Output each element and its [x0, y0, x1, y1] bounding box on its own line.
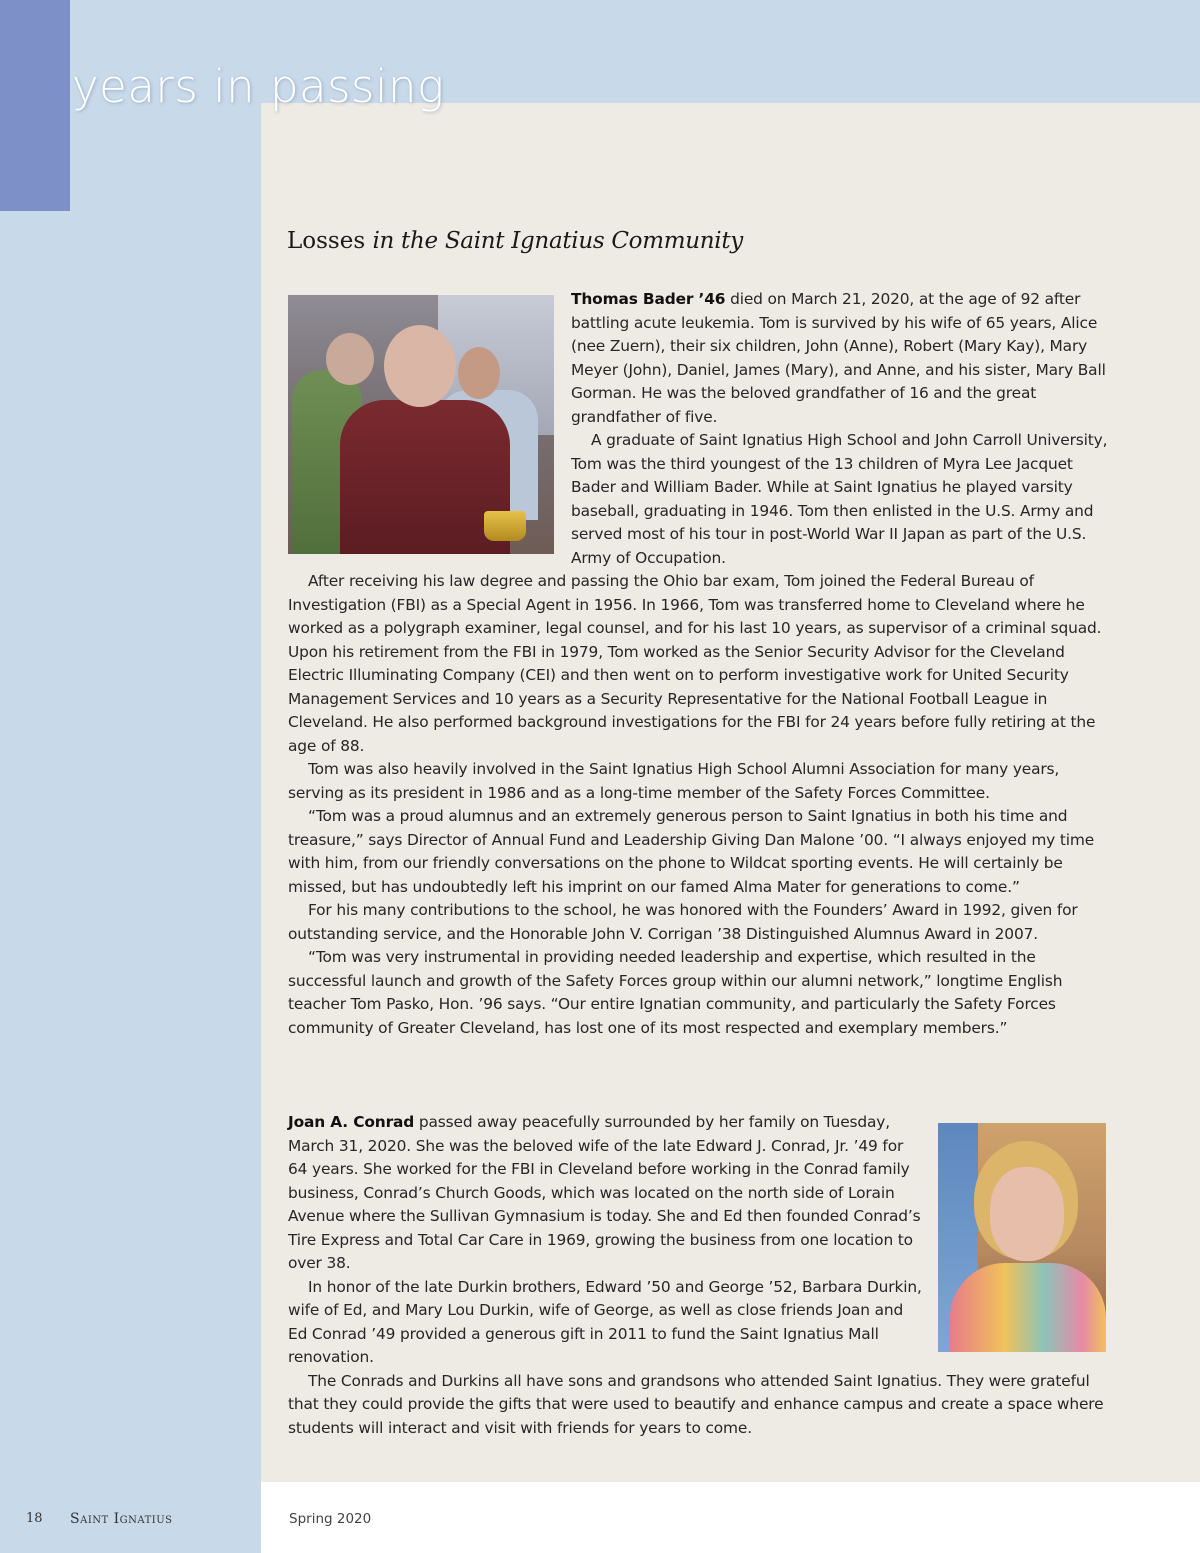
article1-paragraph: For his many contributions to the school, he was honored with the Founders’ Award in 1992, given for outstanding service, and the Honorable John V. Corrigan ’38 Distinguished Alumnus Award in 2007.	[288, 901, 1078, 943]
article2-paragraph: In honor of the late Durkin brothers, Edward ’50 and George ’52, Barbara Durkin, wife of Ed, and Mary Lou Durkin, wife of George, as well as close friends Joan and Ed Conrad ’49 provided a generous gift in 2011 to fund the Saint Ignatius Mall renovation.	[288, 1277, 922, 1366]
article2-paragraph: The Conrads and Durkins all have sons and grandsons who attended Saint Ignatius. They were grateful that they could provide the gifts that were used to beautify and enhance campus and create a space where students will interact and visit with friends for years to come.	[288, 1371, 1104, 1437]
photo-background-head	[458, 347, 500, 399]
article2-name: Joan A. Conrad	[288, 1113, 415, 1131]
obituary-thomas-bader	[288, 288, 1112, 1040]
photo-blouse	[950, 1263, 1106, 1352]
article1-name: Thomas Bader ’46	[571, 290, 726, 308]
article1-paragraph: Tom was also heavily involved in the Saint Ignatius High School Alumni Association for many years, serving as its president in 1986 and as a long-time member of the Safety Forces Committee.	[288, 760, 1060, 802]
page-number: 18	[26, 1511, 43, 1526]
article1-paragraph: A graduate of Saint Ignatius High School and John Carroll University, Tom was the third youngest of the 13 children of Myra Lee Jacquet Bader and William Bader. While at Saint Ignatius he played varsity baseball, graduating in 1946. Tom then enlisted in the U.S. Army and served most of his tour in post-World War II Japan as part of the U.S. Army of Occupation.	[571, 431, 1108, 567]
accent-block	[0, 0, 70, 211]
article1-paragraph: Thomas Bader ’46 died on March 21, 2020, at the age of 92 after battling acute leukemia. Tom is survived by his wife of 65 years, Alice (nee Zuern), their six children, John (Anne), Robert (Mary Kay), Mary Meyer (John), Daniel, James (Mary), and Anne, and his sister, Mary Ball Gorman. He was the beloved grandfather of 16 and the great grandfather of five.	[571, 290, 1106, 426]
photo-face	[990, 1167, 1064, 1261]
article1-paragraph: “Tom was very instrumental in providing needed leadership and expertise, which resulted in the successful launch and growth of the Safety Forces group within our alumni network,” longtime English teacher Tom Pasko, Hon. ’96 says. “Our entire Ignatian community, and particularly the Safety Forces community of Greater Cleveland, has lost one of its most respected and exemplary members.”	[288, 948, 1063, 1037]
photo-chalice	[484, 511, 526, 541]
publication-name: Saint Ignatius	[70, 1511, 173, 1527]
article1-paragraph: After receiving his law degree and passing the Ohio bar exam, Tom joined the Federal Bureau of Investigation (FBI) as a Special Agent in 1956. In 1966, Tom was transferred home to Cleveland where he worked as a polygraph examiner, legal counsel, and for his last 10 years, as supervisor of a criminal squad. Upon his retirement from the FBI in 1979, Tom worked as the Senior Security Advisor for the Cleveland Electric Illuminating Company (CEI) and then went on to perform investigative work for United Security Management Services and 10 years as a Security Representative for the National Football League in Cleveland. He also performed background investigations for the FBI for 24 years before fully retiring at the age of 88.	[288, 572, 1102, 755]
article1-paragraph: “Tom was a proud alumnus and an extremely generous person to Saint Ignatius in both his time and treasure,” says Director of Annual Fund and Leadership Giving Dan Malone ’00. “I always enjoyed my time with him, from our friendly conversations on the phone to Wildcat sporting events. He will certainly be missed, but has undoubtedly left his imprint on our famed Alma Mater for generations to come.”	[288, 807, 1095, 896]
photo-man-head	[384, 325, 456, 407]
obituary-joan-conrad	[288, 1111, 1112, 1440]
heading-italic: in the Saint Ignatius Community	[372, 228, 743, 254]
section-title: years in passing	[72, 60, 445, 113]
left-color-band	[0, 0, 261, 1553]
photo-priest-head	[326, 333, 374, 385]
heading-prefix: Losses	[287, 228, 366, 254]
issue-date: Spring 2020	[289, 1511, 372, 1527]
article2-paragraph: Joan A. Conrad passed away peacefully surrounded by her family on Tuesday, March 31, 2020. She was the beloved wife of the late Edward J. Conrad, Jr. ’49 for 64 years. She worked for the FBI in Cleveland before working in the Conrad family business, Conrad’s Church Goods, which was located on the north side of Lorain Avenue where the Sullivan Gymnasium is today. She and Ed then founded Conrad’s Tire Express and Total Car Care in 1969, growing the business from one location to over 38.	[288, 1113, 921, 1272]
page-heading	[287, 228, 743, 254]
thomas-bader-photo	[288, 295, 554, 554]
joan-conrad-photo	[938, 1123, 1106, 1352]
